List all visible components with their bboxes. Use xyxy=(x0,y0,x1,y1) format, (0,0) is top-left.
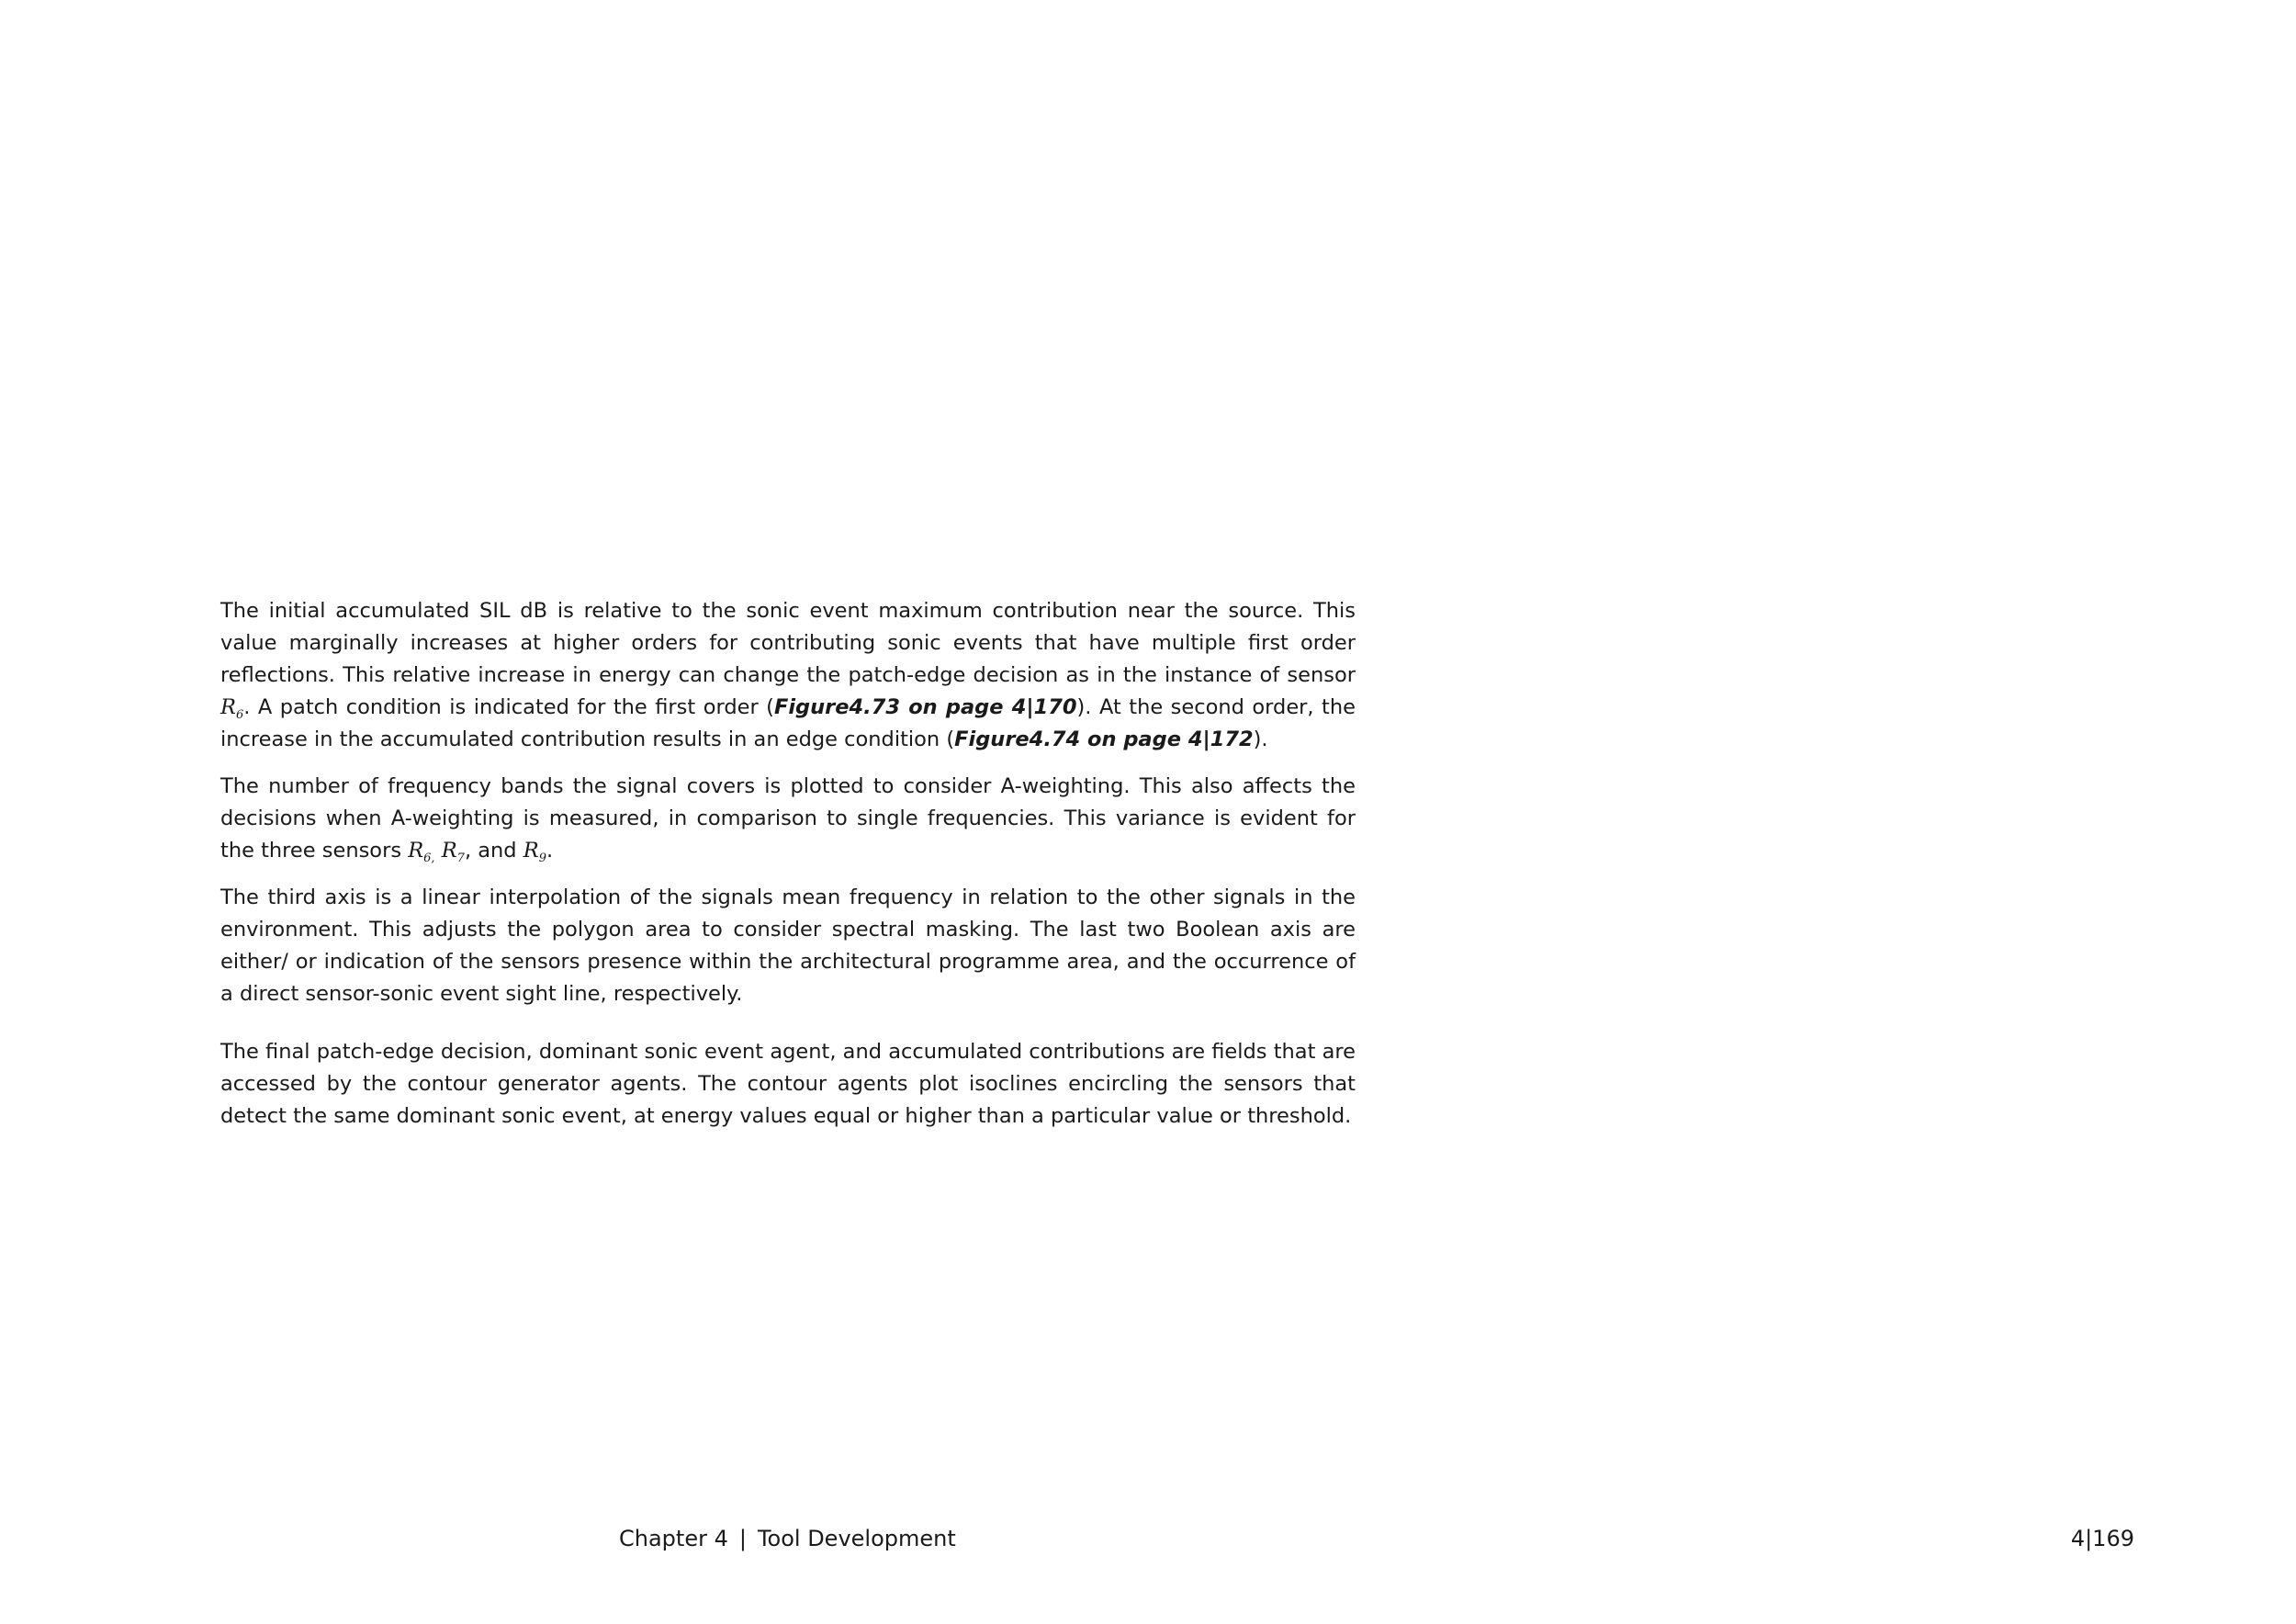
page-number: 4|169 xyxy=(2070,1526,2134,1551)
paragraph-1 xyxy=(220,595,1356,756)
paragraph-2-text-b xyxy=(435,839,442,863)
paragraph-4: The final patch-edge decision, dominant sonic event agent, and accumulated contributions are fields that are accessed by the contour generator agents. The contour agents plot isoclines encircling the sensors that detect the same dominant sonic event, at energy values equal or higher than a particular value or threshold. xyxy=(220,1040,1356,1128)
paragraph-1-text-d: ). xyxy=(1253,727,1268,751)
footer-running-title xyxy=(619,1525,956,1552)
footer-separator: | xyxy=(738,1526,747,1551)
paragraph-3: The third axis is a linear interpolation of the signals mean frequency in relation to the other signals in the environment. This adjusts the polygon area to consider spectral masking. The last two Boolean axis are either/ or indication of the sensors presence within the architectural programme area, and the occurrence of a direct sensor-sonic event sight line, respectively. xyxy=(220,885,1356,1006)
paragraph-1-text-b: . A patch condition is indicated for the first order ( xyxy=(243,695,774,719)
sensor-symbol: $R_{6,}$ xyxy=(408,839,435,865)
paragraph-1-text-c: ). At the second order, the increase in the accumulated contribution results in an edge condition ( xyxy=(220,695,1356,751)
figure-reference-4-74[interactable]: Figure4.74 on page 4|172 xyxy=(954,727,1254,751)
paragraph-2-text-c: , and xyxy=(464,839,523,863)
body-text xyxy=(220,595,1356,1133)
sensor-symbol: $R_7$ xyxy=(441,839,465,865)
paragraph-1-text-a: The initial accumulated SIL dB is relative to the sonic event maximum contribution near the source. This value marginally increases at higher orders for contributing sonic events that have multiple first order reflections. This relative increase in energy can change the patch-edge decision as in the instance of sensor xyxy=(220,599,1356,687)
footer-section: Tool Development xyxy=(757,1526,956,1551)
figure-reference-4-73[interactable]: Figure4.73 on page 4|170 xyxy=(773,695,1077,719)
footer-chapter: Chapter 4 xyxy=(619,1526,728,1551)
paragraph-2-text-a: The number of frequency bands the signal covers is plotted to consider A-weighting. This also affects the decisions when A-weighting is measured, in comparison to single frequencies. This variance is evident for the three sensors xyxy=(220,774,1356,863)
paragraph-2 xyxy=(220,771,1356,867)
sensor-symbol: $R_9$ xyxy=(523,839,546,865)
sensor-symbol: $R_6$ xyxy=(220,695,244,722)
paragraph-2-text-d: . xyxy=(546,839,554,863)
